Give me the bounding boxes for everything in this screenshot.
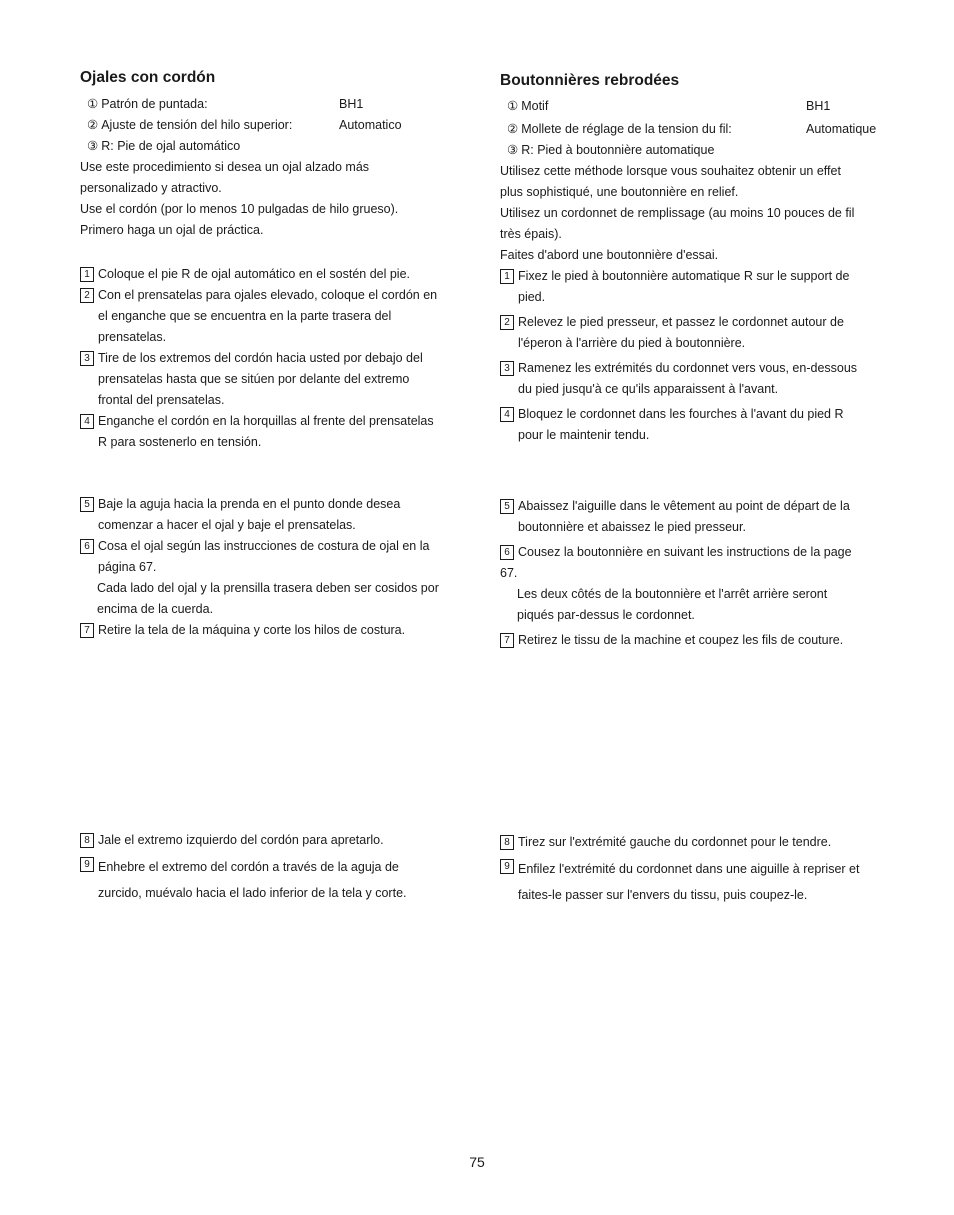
step-3 bbox=[80, 348, 480, 411]
step-number-box: 8 bbox=[500, 835, 514, 850]
spec-label: Ajuste de tensión del hilo superior: bbox=[101, 118, 293, 132]
spec-row bbox=[500, 119, 900, 140]
step-text: Tirez sur l'extrémité gauche du cordonnet pour le tendre. bbox=[518, 835, 832, 849]
step-4 bbox=[80, 411, 480, 453]
step-text: comenzar a hacer el ojal y baje el prensatelas. bbox=[98, 518, 356, 532]
intro-line: très épais). bbox=[500, 227, 562, 241]
step-text: Retirez le tissu de la machine et coupez les fils de couture. bbox=[518, 633, 844, 647]
step-7 bbox=[80, 620, 480, 641]
spec-label: R: Pie de ojal automático bbox=[101, 139, 241, 153]
circled-number-marker: ③ bbox=[87, 139, 99, 153]
step-4 bbox=[500, 404, 900, 446]
spec-value: BH1 bbox=[339, 97, 364, 111]
spec-row bbox=[80, 136, 480, 157]
step-text: Bloquez le cordonnet dans les fourches à l'avant du pied R bbox=[518, 407, 844, 421]
step-1 bbox=[80, 264, 480, 285]
page-number: 75 bbox=[469, 1154, 485, 1170]
step-text: Tire de los extremos del cordón hacia usted por debajo del bbox=[98, 351, 423, 365]
step-1 bbox=[500, 266, 900, 308]
step-number-box: 9 bbox=[80, 857, 94, 872]
note-line: Cada lado del ojal y la prensilla trasera deben ser cosidos por bbox=[97, 581, 439, 595]
step-number-box: 6 bbox=[80, 539, 94, 554]
step-text: l'éperon à l'arrière du pied à boutonnière. bbox=[518, 336, 746, 350]
spanish-steps-8-9 bbox=[80, 830, 480, 906]
spec-label: Motif bbox=[521, 99, 549, 113]
step-number-box: 2 bbox=[80, 288, 94, 303]
step-text: zurcido, muévalo hacia el lado inferior de la tela y corte. bbox=[98, 886, 407, 900]
step-7 bbox=[500, 630, 900, 651]
step-6-note bbox=[80, 578, 480, 620]
intro-line: Primero haga un ojal de práctica. bbox=[80, 223, 264, 237]
step-text: prensatelas hasta que se sitúen por delante del extremo bbox=[98, 372, 410, 386]
note-line: encima de la cuerda. bbox=[97, 602, 214, 616]
step-text: Cosa el ojal según las instrucciones de costura de ojal en la bbox=[98, 539, 430, 553]
step-number-box: 5 bbox=[80, 497, 94, 512]
step-number-box: 1 bbox=[500, 269, 514, 284]
step-text: pied. bbox=[518, 290, 546, 304]
step-number-box: 3 bbox=[500, 361, 514, 376]
step-text: Enganche el cordón en la horquillas al frente del prensatelas bbox=[98, 414, 434, 428]
step-6 bbox=[80, 536, 480, 578]
french-steps-8-9 bbox=[500, 832, 900, 908]
step-number-box: 3 bbox=[80, 351, 94, 366]
french-steps-5-7 bbox=[500, 496, 900, 651]
french-title: Boutonnières rebrodées bbox=[500, 72, 680, 89]
intro-line: personalizado y atractivo. bbox=[80, 181, 222, 195]
step-text: Fixez le pied à boutonnière automatique R sur le support de bbox=[518, 269, 850, 283]
step-number-box: 4 bbox=[500, 407, 514, 422]
step-text: Abaissez l'aiguille dans le vêtement au point de départ de la bbox=[518, 499, 850, 513]
step-text: Coloque el pie R de ojal automático en el sostén del pie. bbox=[98, 267, 411, 281]
spec-value: BH1 bbox=[806, 99, 831, 113]
french-intro-section bbox=[500, 71, 900, 446]
spanish-steps-5-7 bbox=[80, 494, 480, 641]
step-text: Ramenez les extrémités du cordonnet vers vous, en-dessous bbox=[518, 361, 858, 375]
step-text: Con el prensatelas para ojales elevado, coloque el cordón en bbox=[98, 288, 438, 302]
note-line: piqués par-dessus le cordonnet. bbox=[517, 608, 695, 622]
spanish-steps-1-4 bbox=[80, 264, 480, 453]
step-number-box: 5 bbox=[500, 499, 514, 514]
step-text: Baje la aguja hacia la prenda en el punto donde desea bbox=[98, 497, 401, 511]
spec-row bbox=[80, 115, 480, 136]
circled-number-marker: ② bbox=[87, 118, 99, 132]
step-text: Enhebre el extremo del cordón a través de la aguja de bbox=[98, 860, 399, 874]
step-text: Relevez le pied presseur, et passez le cordonnet autour de bbox=[518, 315, 844, 329]
step-text: faites-le passer sur l'envers du tissu, puis coupez-le. bbox=[518, 888, 808, 902]
step-number-box: 1 bbox=[80, 267, 94, 282]
spec-value: Automatico bbox=[339, 118, 402, 132]
step-5 bbox=[80, 494, 480, 536]
step-text: boutonnière et abaissez le pied presseur. bbox=[518, 520, 746, 534]
step-text: Cousez la boutonnière en suivant les instructions de la page bbox=[518, 545, 852, 559]
step-2 bbox=[80, 285, 480, 348]
step-text: R para sostenerlo en tensión. bbox=[98, 435, 262, 449]
spec-row bbox=[500, 140, 900, 161]
intro-line: Use el cordón (por lo menos 10 pulgadas de hilo grueso). bbox=[80, 202, 399, 216]
spanish-intro-text bbox=[80, 157, 480, 241]
french-spec-list bbox=[500, 96, 900, 161]
step-number-box: 7 bbox=[500, 633, 514, 648]
intro-line: Use este procedimiento si desea un ojal alzado más bbox=[80, 160, 370, 174]
step-text: frontal del prensatelas. bbox=[98, 393, 225, 407]
spanish-title: Ojales con cordón bbox=[80, 69, 216, 86]
step-text: Enfilez l'extrémité du cordonnet dans une aiguille à repriser et bbox=[518, 862, 860, 876]
intro-line: Utilisez cette méthode lorsque vous souhaitez obtenir un effet bbox=[500, 164, 841, 178]
step-number-box: 7 bbox=[80, 623, 94, 638]
step-9 bbox=[500, 856, 900, 908]
french-intro-text bbox=[500, 161, 900, 266]
spec-value: Automatique bbox=[806, 122, 877, 136]
spec-row bbox=[80, 94, 480, 115]
step-8 bbox=[80, 830, 480, 851]
step-text: página 67. bbox=[98, 560, 157, 574]
step-3 bbox=[500, 358, 900, 400]
circled-number-marker: ① bbox=[507, 99, 519, 113]
circled-number-marker: ③ bbox=[507, 143, 519, 157]
step-text: el enganche que se encuentra en la parte trasera del bbox=[98, 309, 392, 323]
step-6 bbox=[500, 542, 900, 563]
spec-label: Mollete de réglage de la tension du fil: bbox=[521, 122, 732, 136]
note-line: Les deux côtés de la boutonnière et l'arrêt arrière seront bbox=[517, 587, 828, 601]
step-number-box: 4 bbox=[80, 414, 94, 429]
step-text: pour le maintenir tendu. bbox=[518, 428, 650, 442]
step-6-note bbox=[500, 584, 900, 626]
spec-label: Patrón de puntada: bbox=[101, 97, 208, 111]
intro-line: Faites d'abord une boutonnière d'essai. bbox=[500, 248, 719, 262]
intro-line: Utilisez un cordonnet de remplissage (au moins 10 pouces de fil bbox=[500, 206, 855, 220]
french-steps-1-4 bbox=[500, 266, 900, 446]
step-number-box: 9 bbox=[500, 859, 514, 874]
step-number-box: 6 bbox=[500, 545, 514, 560]
step-text: du pied jusqu'à ce qu'ils apparaissent à l'avant. bbox=[518, 382, 779, 396]
step-text: Jale el extremo izquierdo del cordón para apretarlo. bbox=[98, 833, 384, 847]
circled-number-marker: ① bbox=[87, 97, 99, 111]
step-9 bbox=[80, 854, 480, 906]
step-8 bbox=[500, 832, 900, 853]
step-text: Retire la tela de la máquina y corte los hilos de costura. bbox=[98, 623, 406, 637]
spanish-spec-list bbox=[80, 94, 480, 157]
spec-row bbox=[500, 96, 900, 117]
spec-label: R: Pied à boutonnière automatique bbox=[521, 143, 715, 157]
spanish-intro-section bbox=[80, 68, 480, 453]
step-6-continuation: 67. bbox=[500, 566, 518, 580]
circled-number-marker: ② bbox=[507, 122, 519, 136]
step-text: prensatelas. bbox=[98, 330, 167, 344]
step-2 bbox=[500, 312, 900, 354]
step-number-box: 8 bbox=[80, 833, 94, 848]
intro-line: plus sophistiqué, une boutonnière en relief. bbox=[500, 185, 739, 199]
step-number-box: 2 bbox=[500, 315, 514, 330]
step-5 bbox=[500, 496, 900, 538]
